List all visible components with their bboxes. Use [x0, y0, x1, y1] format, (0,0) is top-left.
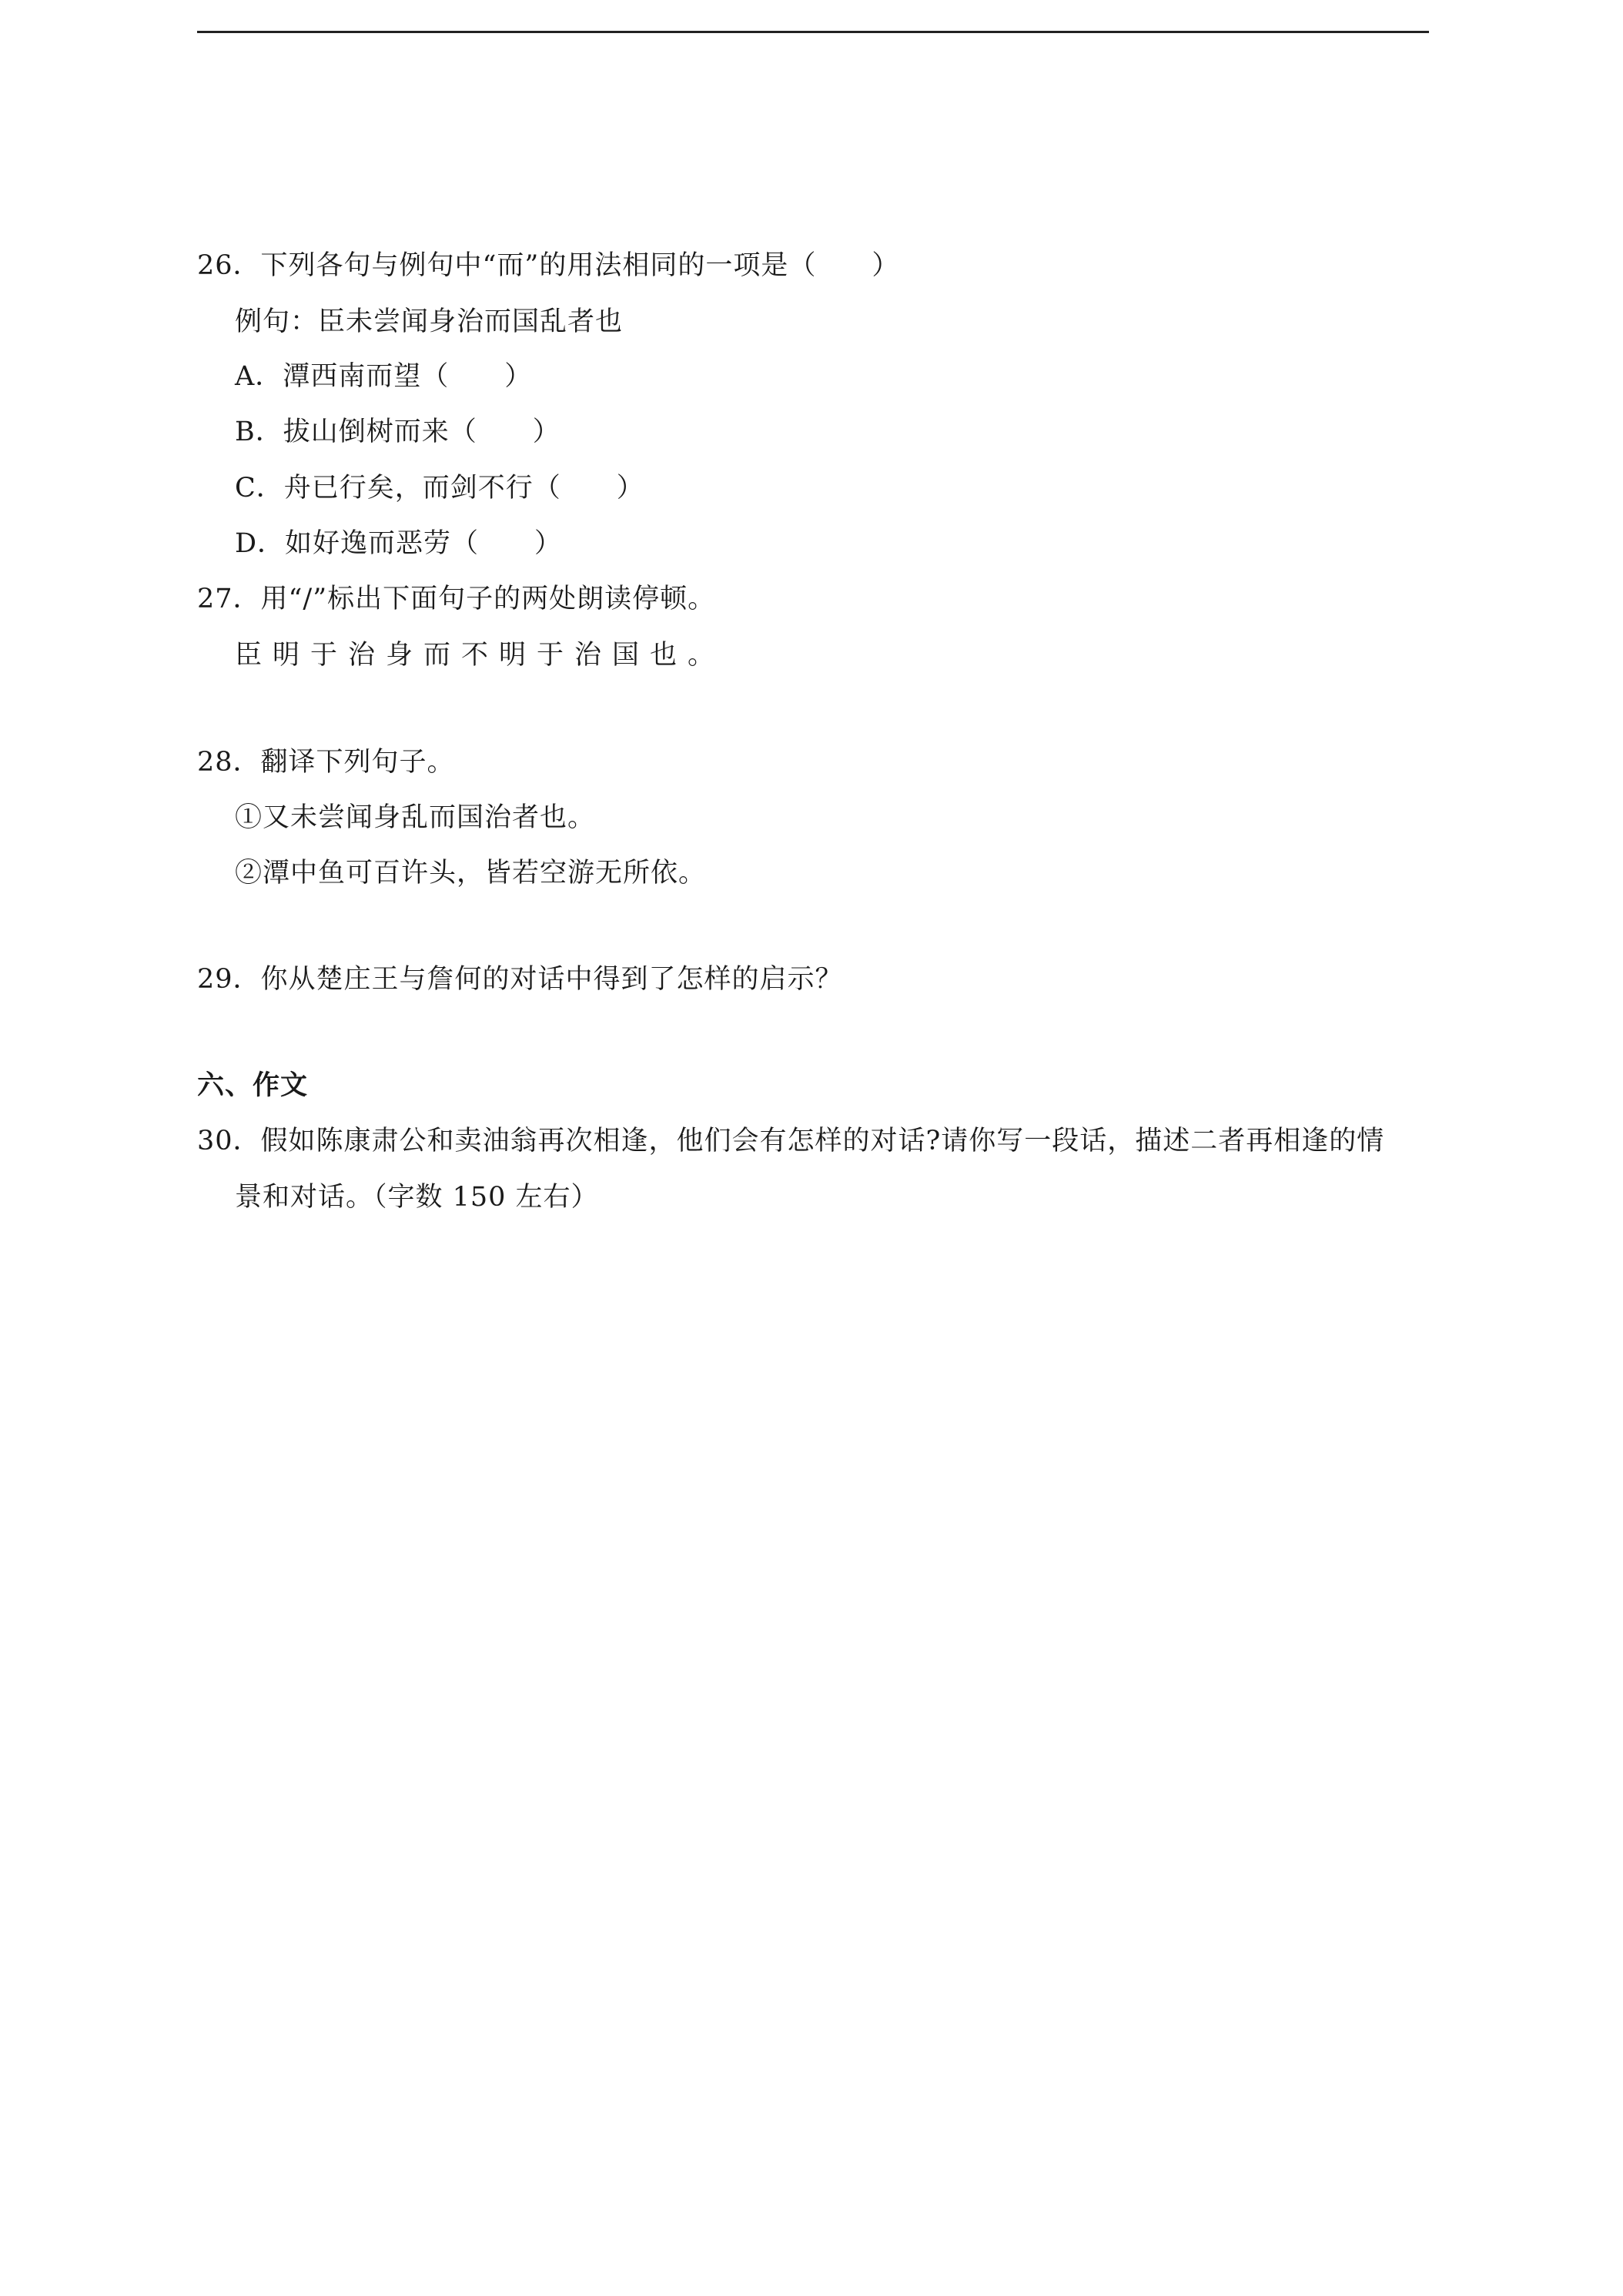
header-rule — [197, 31, 1429, 33]
question-28-stem: 28．翻译下列句子。 — [197, 747, 455, 778]
question-30-line-1: 30．假如陈康肃公和卖油翁再次相逢，他们会有怎样的对话?请你写一段话，描述二者再相逢的情 — [197, 1126, 1385, 1156]
question-27-sentence: 臣明于治身而不明于治国也。 — [235, 640, 726, 671]
question-30-line-2: 景和对话。（字数 150 左右） — [235, 1182, 599, 1213]
question-26-stem: 26．下列各句与例句中“而”的用法相同的一项是（ ） — [197, 250, 900, 281]
section-6-heading: 六、作文 — [197, 1070, 309, 1101]
question-26-example: 例句：臣未尝闻身治而国乱者也 — [235, 306, 624, 337]
question-28-item-2: ②潭中鱼可百许头，皆若空游无所依。 — [235, 858, 707, 889]
question-26-option-c: C．舟已行矣，而剑不行（ ） — [235, 473, 644, 504]
question-26-option-d: D．如好逸而恶劳（ ） — [235, 528, 563, 559]
question-29-stem: 29．你从楚庄王与詹何的对话中得到了怎样的启示？ — [197, 964, 843, 995]
question-28-item-1: ①又未尝闻身乱而国治者也。 — [235, 802, 596, 833]
question-26-option-a: A．潭西南而望（ ） — [235, 361, 533, 392]
question-27-stem: 27．用“/”标出下面句子的两处朗读停顿。 — [197, 584, 716, 614]
question-26-option-b: B．拔山倒树而来（ ） — [235, 417, 561, 447]
